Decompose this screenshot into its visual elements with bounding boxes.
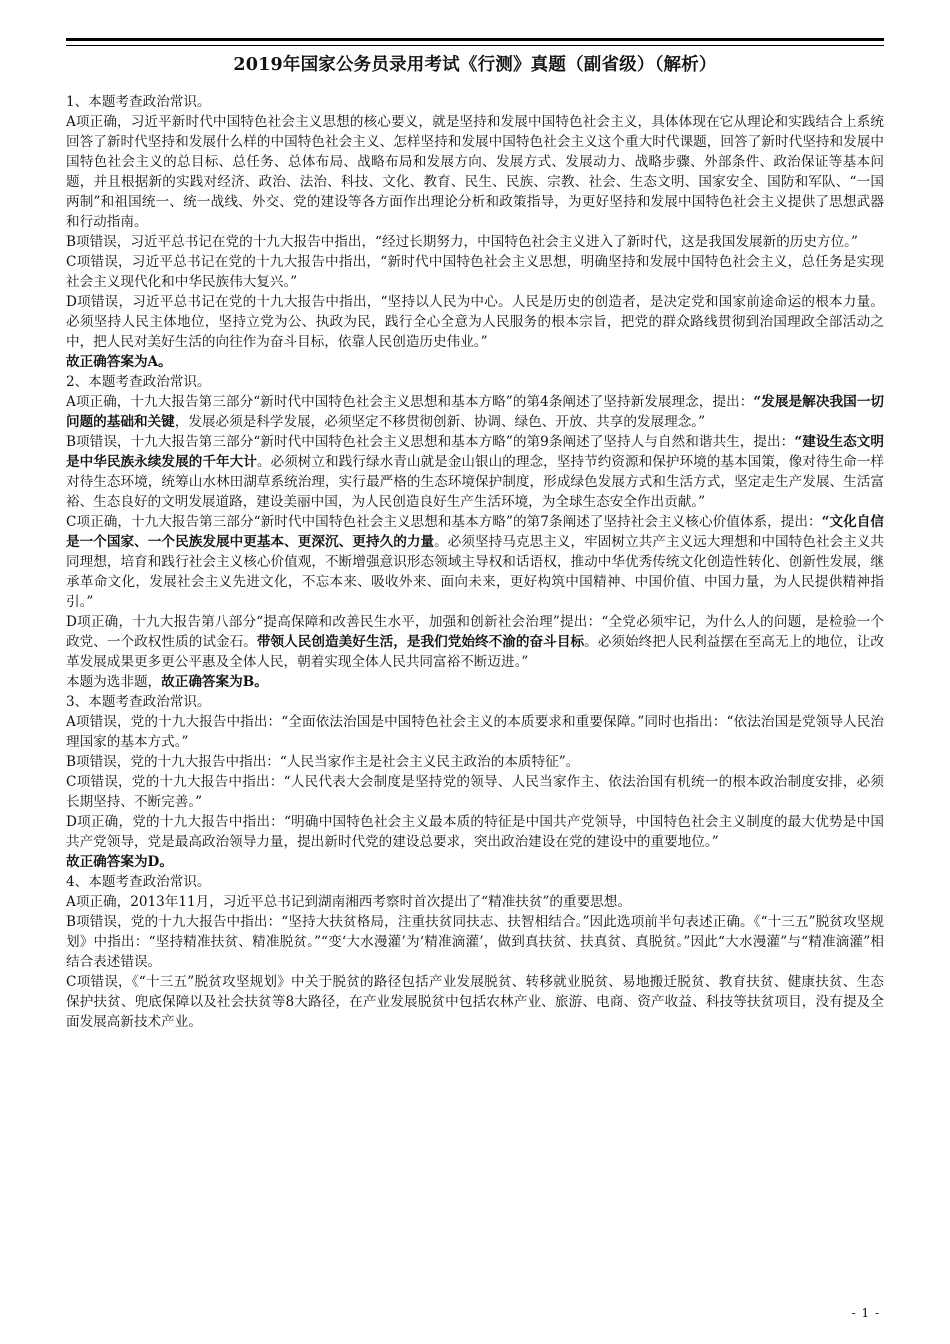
q4-option-b: B项错误，党的十九大报告中指出：“坚持大扶贫格局，注重扶贫同扶志、扶智相结合。”因此选项前半句表述正确。《“十三五”脱贫攻坚规划》中指出：“坚持精准扶贫、精准脱贫。”“变‘大水漫灌’为‘精准滴灌’，做到真扶贫、扶真贫、真脱贫。”因此“大水漫灌”与“精准滴灌”相结合表述错误。: [66, 914, 884, 970]
q2-a-bold: “发展是解决我国一切问题的基础和关键: [66, 394, 884, 430]
q1-option-d: D项错误，习近平总书记在党的十九大报告中指出，“坚持以人民为中心。人民是历史的创造者，是决定党和国家前途命运的根本力量。必须坚持人民主体地位，坚持立党为公、执政为民，践行全心全意为人民服务的根本宗旨，把党的群众路线贯彻到治国理政全部活动之中，把人民对美好生活的向往作为奋斗目标，依靠人民创造历史伟业。”: [66, 294, 884, 350]
page-title: 2019年国家公务员录用考试《行测》真题（副省级）（解析）: [233, 55, 717, 75]
q2-c-text: C项正确，十九大报告第三部分“新时代中国特色社会主义思想和基本方略”的第7条阐述了坚持社会主义核心价值体系，提出：: [66, 514, 822, 530]
q3-answer: 故正确答案为D。: [66, 854, 173, 870]
q1-answer: 故正确答案为A。: [66, 354, 172, 370]
q1-option-c: C项错误，习近平总书记在党的十九大报告中指出，“新时代中国特色社会主义思想，明确坚持和发展中国特色社会主义，总任务是实现社会主义现代化和中华民族伟大复兴。”: [66, 254, 884, 290]
q3-heading: 3、本题考查政治常识。: [66, 694, 211, 710]
q4-heading: 4、本题考查政治常识。: [66, 874, 211, 890]
q2-answer-bold: 故正确答案为B。: [161, 674, 268, 690]
q3-option-c: C项错误，党的十九大报告中指出：“人民代表大会制度是坚持党的领导、人民当家作主、依法治国有机统一的根本政治制度安排，必须长期坚持、不断完善。”: [66, 774, 884, 810]
header-rule-thick: [66, 38, 884, 41]
q4-option-c: C项错误，《“十三五”脱贫攻坚规划》中关于脱贫的路径包括产业发展脱贫、转移就业脱贫、易地搬迁脱贫、教育扶贫、健康扶贫、生态保护扶贫、兜底保障以及社会扶贫等8大路径，在产业发展脱贫中包括农林产业、旅游、电商、资产收益、科技等扶贫项目，没有提及全面发展高新技术产业。: [66, 974, 884, 1030]
document-body: [66, 92, 884, 1032]
q2-a-text: A项正确，十九大报告第三部分“新时代中国特色社会主义思想和基本方略”的第4条阐述了坚持新发展理念，提出：: [66, 394, 754, 410]
q2-c-bold: “文化自信是一个国家、一个民族发展中更基本、更深沉、更持久的力量: [66, 514, 884, 550]
q1-option-a: A项正确，习近平新时代中国特色社会主义思想的核心要义，就是坚持和发展中国特色社会主义，具体体现在它从理论和实践结合上系统回答了新时代坚持和发展什么样的中国特色社会主义、怎样坚持和发展中国特色社会主义这个重大时代课题，回答了新时代坚持和发展中国特色社会主义的总目标、总任务、总体布局、战略布局和发展方向、发展方式、发展动力、战略步骤、外部条件、政治保证等基本问题，并且根据新的实践对经济、政治、法治、科技、文化、教育、民生、民族、宗教、社会、生态文明、国家安全、国防和军队、“一国两制”和祖国统一、统一战线、外交、党的建设等各方面作出理论分析和政策指导，为更好坚持和发展中国特色社会主义提供了思想武器和行动指南。: [66, 114, 884, 230]
page-number: - 1 -: [851, 1306, 880, 1320]
header-rule-thin: [66, 45, 884, 46]
q2-option-d: [66, 612, 884, 672]
q2-heading: 2、本题考查政治常识。: [66, 374, 211, 390]
q2-b-bold: “建设生态文明是中华民族永续发展的千年大计: [66, 434, 884, 470]
q2-option-b: [66, 432, 884, 512]
q2-d-text: D项正确，十九大报告第八部分“提高保障和改善民生水平，加强和创新社会治理”提出：“全党必须牢记，为什么人的问题，是检验一个政党、一个政权性质的试金石。: [66, 614, 884, 650]
q2-option-c: [66, 512, 884, 612]
q1-heading: 1、本题考查政治常识。: [66, 94, 211, 110]
q2-answer: [66, 672, 884, 692]
q2-a-text-end: ，发展必须是科学发展，必须坚定不移贯彻创新、协调、绿色、开放、共享的发展理念。”: [174, 414, 706, 430]
q2-b-text: B项错误，十九大报告第三部分“新时代中国特色社会主义思想和基本方略”的第9条阐述了坚持人与自然和谐共生，提出：: [66, 434, 795, 450]
q2-d-text-end: 。必须始终把人民利益摆在至高无上的地位，让改革发展成果更多更公平惠及全体人民，朝着实现全体人民共同富裕不断迈进。”: [66, 634, 884, 670]
q1-option-b: B项错误，习近平总书记在党的十九大报告中指出，“经过长期努力，中国特色社会主义进入了新时代，这是我国发展新的历史方位。”: [66, 234, 858, 250]
q4-option-a: A项正确，2013年11月，习近平总书记到湖南湘西考察时首次提出了“精准扶贫”的重要思想。: [66, 894, 631, 910]
q2-d-bold: 带领人民创造美好生活，是我们党始终不渝的奋斗目标: [256, 634, 585, 650]
q3-option-d: D项正确，党的十九大报告中指出：“明确中国特色社会主义最本质的特征是中国共产党领导，中国特色社会主义制度的最大优势是中国共产党领导，党是最高政治领导力量，提出新时代党的建设总要求，突出政治建设在党的建设中的重要地位。”: [66, 814, 884, 850]
q3-option-a: A项错误，党的十九大报告中指出：“全面依法治国是中国特色社会主义的本质要求和重要保障。”同时也指出：“依法治国是党领导人民治理国家的基本方式。”: [66, 714, 884, 750]
q3-option-b: B项错误，党的十九大报告中指出：“人民当家作主是社会主义民主政治的本质特征”。: [66, 754, 580, 770]
q2-answer-note: 本题为选非题，: [66, 674, 162, 690]
q2-c-text-end: 。必须坚持马克思主义，牢固树立共产主义远大理想和中国特色社会主义共同理想，培育和践行社会主义核心价值观，不断增强意识形态领域主导权和话语权，推动中华优秀传统文化创造性转化、创新性发展，继承革命文化，发展社会主义先进文化，不忘本来、吸收外来、面向未来，更好构筑中国精神、中国价值、中国力量，为人民提供精神指引。”: [66, 534, 885, 610]
q2-b-text-end: 。必须树立和践行绿水青山就是金山银山的理念，坚持节约资源和保护环境的基本国策，像对待生命一样对待生态环境，统筹山水林田湖草系统治理，实行最严格的生态环境保护制度，形成绿色发展方式和生活方式，坚定走生产发展、生活富裕、生态良好的文明发展道路，建设美丽中国，为人民创造良好生产生活环境，为全球生态安全作出贡献。”: [66, 454, 884, 510]
q2-option-a: [66, 392, 884, 432]
